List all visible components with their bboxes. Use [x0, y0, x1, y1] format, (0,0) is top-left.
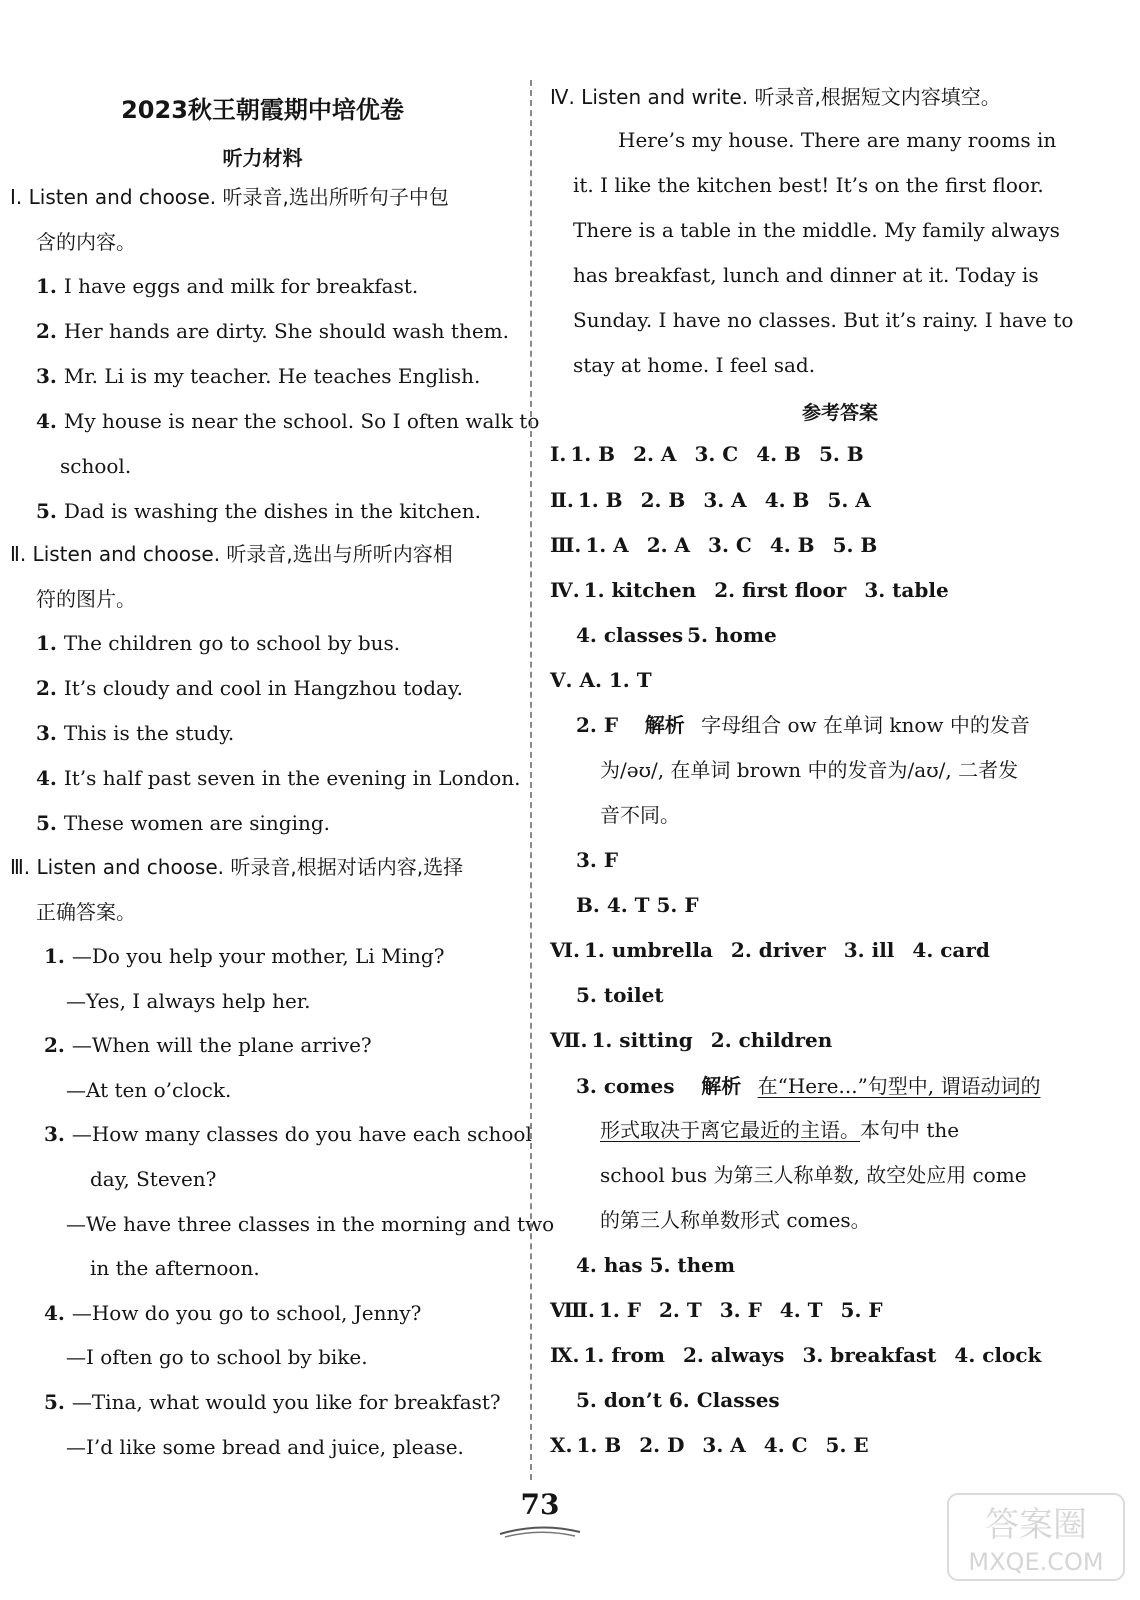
answer-item: 3. A	[703, 488, 747, 512]
answer-row-3	[550, 532, 895, 558]
answer-item: 5. F	[840, 1298, 883, 1322]
dialogue-line	[66, 1077, 231, 1103]
answer-row-1	[550, 441, 882, 467]
dialogue-line	[66, 988, 311, 1014]
answer-row-9	[550, 1342, 1059, 1368]
answer-section-label: Ⅳ.	[550, 578, 580, 602]
dialogue-text: —Tina, what would you like for breakfast?	[71, 1390, 501, 1414]
answer-section-label: Ⅱ.	[550, 488, 574, 512]
list-item	[36, 408, 539, 434]
answer-row-4b	[576, 622, 795, 648]
answer-row-4	[550, 577, 967, 603]
answer-item: 4. clock	[954, 1343, 1042, 1367]
answer-5-note-2: 为/əʊ/, 在单词 brown 中的发音为/aʊ/, 二者发	[600, 758, 1019, 782]
answer-row-6b: 5. toilet	[576, 983, 664, 1007]
item-number: 1.	[44, 944, 72, 968]
passage-line: Sunday. I have no classes. But it’s rainy. I have to	[573, 308, 1074, 332]
answer-item: 2. always	[682, 1343, 785, 1367]
list-item	[60, 453, 131, 479]
item-number: 2.	[36, 676, 64, 700]
answer-item: 3. breakfast	[802, 1343, 937, 1367]
answer-item: 1. B	[577, 488, 623, 512]
dialogue-text: in the afternoon.	[90, 1256, 260, 1281]
answer-item: 2. B	[640, 488, 686, 512]
answer-item: 1. A	[585, 533, 629, 557]
section-1-heading: Ⅰ. Listen and choose. 听录音,选出所听句子中包	[10, 185, 449, 209]
item-number: 4.	[44, 1300, 72, 1325]
answer-row-7b: 4. has 5. them	[576, 1253, 736, 1277]
answer-item: 5. home	[687, 623, 777, 647]
answer-item: 4. B	[769, 533, 815, 557]
section-3-heading: Ⅲ. Listen and choose. 听录音,根据对话内容,选择	[10, 855, 464, 879]
list-item	[36, 765, 521, 791]
page-number-ornament	[495, 1520, 585, 1540]
passage-line: stay at home. I feel sad.	[573, 353, 816, 377]
answer-item: 5. E	[825, 1433, 869, 1457]
answer-item: 1. sitting	[591, 1028, 693, 1052]
dialogue-line	[66, 1434, 464, 1460]
answer-item: 3. C	[694, 442, 739, 466]
dialogue-line	[66, 1211, 554, 1237]
item-number: 4.	[36, 766, 64, 790]
answer-5-note-3: 音不同。	[600, 803, 680, 827]
answer-item: 4. card	[912, 938, 990, 962]
dialogue-line	[66, 1344, 368, 1370]
answer-row-2	[550, 487, 889, 513]
section-1-heading-cont: 含的内容。	[36, 230, 136, 254]
dialogue-line	[44, 943, 444, 969]
list-item	[36, 630, 400, 656]
item-number: 5.	[36, 499, 64, 523]
answer-item: 4. B	[756, 442, 801, 466]
dialogue-text: —Yes, I always help her.	[66, 988, 311, 1013]
dialogue-text: —At ten o’clock.	[66, 1077, 232, 1102]
item-number: 3.	[36, 364, 64, 388]
answers-title: 参考答案	[801, 402, 878, 424]
answer-item: 1. from	[583, 1343, 665, 1367]
item-text: It’s half past seven in the evening in London.	[63, 766, 521, 790]
answer-section-label: Ⅰ.	[550, 442, 567, 466]
answer-item: 2. D	[639, 1433, 685, 1457]
answer-item: 1. umbrella	[583, 938, 713, 962]
answer-7-note-3: school bus 为第三人称单数, 故空处应用 come	[600, 1163, 1027, 1187]
answer-item: 5. A	[827, 488, 871, 512]
dialogue-text: —I often go to school by bike.	[66, 1345, 368, 1370]
section-2-heading: Ⅱ. Listen and choose. 听录音,选出与所听内容相	[10, 542, 453, 566]
dialogue-line	[44, 1389, 501, 1415]
item-text: This is the study.	[63, 721, 235, 745]
answer-item: 1. kitchen	[583, 578, 697, 602]
item-text: school.	[60, 454, 132, 478]
analysis-label-2: 解析	[701, 1074, 742, 1098]
answer-item: 1. B	[576, 1433, 622, 1457]
answer-item: 5. B	[832, 533, 878, 557]
item-number: 5.	[36, 811, 64, 835]
passage-line: There is a table in the middle. My family always	[573, 218, 1060, 242]
item-text: These women are singing.	[63, 811, 331, 835]
item-text: Mr. Li is my teacher. He teaches English.	[63, 364, 481, 388]
answer-item: 4. B	[764, 488, 810, 512]
svg-text:MXQE.COM: MXQE.COM	[968, 1548, 1104, 1576]
answer-section-label: Ⅹ.	[550, 1433, 573, 1457]
list-item	[36, 675, 463, 701]
answer-item: 3. C	[708, 533, 752, 557]
list-item	[36, 498, 481, 524]
answer-7-3: 3. comes 解析 在“Here...”句型中, 谓语动词的	[576, 1074, 1041, 1098]
answer-row-8	[550, 1297, 901, 1323]
answer-section-label: Ⅵ.	[550, 938, 580, 962]
svg-text:答案圈: 答案圈	[985, 1505, 1087, 1545]
item-number: 3.	[36, 721, 64, 745]
item-number: 1.	[36, 631, 64, 655]
answer-item: 2. first floor	[714, 578, 847, 602]
passage-line: it. I like the kitchen best! It’s on the first floor.	[573, 173, 1044, 197]
item-number: 3.	[44, 1122, 72, 1147]
dialogue-text: —Do you help your mother, Li Ming?	[71, 944, 445, 968]
answer-row-5-b: B. 4. T 5. F	[576, 893, 699, 917]
list-item	[36, 720, 234, 746]
answer-item: 2. children	[710, 1028, 833, 1052]
answer-row-9b: 5. don’t 6. Classes	[576, 1388, 780, 1412]
answer-5-2: 2. F 解析 字母组合 ow 在单词 know 中的发音	[576, 713, 1030, 737]
item-text: It’s cloudy and cool in Hangzhou today.	[63, 676, 463, 700]
item-number: 4.	[36, 409, 64, 433]
dialogue-line	[44, 1032, 372, 1058]
answer-row-7	[550, 1027, 850, 1053]
answer-7-note-2: 形式取决于离它最近的主语。本句中 the	[600, 1118, 960, 1142]
answer-section-label: Ⅸ.	[550, 1343, 580, 1367]
answer-row-10	[550, 1432, 887, 1458]
answer-7-note-4: 的第三人称单数形式 comes。	[600, 1208, 871, 1232]
answer-item: 3. ill	[843, 938, 895, 962]
answer-section-label: Ⅶ.	[550, 1028, 588, 1052]
item-number: 2.	[44, 1033, 72, 1058]
answer-item: 2. driver	[730, 938, 826, 962]
dialogue-line	[90, 1166, 216, 1192]
answer-row-6	[550, 937, 1008, 963]
answer-item: 4. C	[763, 1433, 808, 1457]
answer-section-label: Ⅷ.	[550, 1298, 595, 1322]
dialogue-text: —I’d like some bread and juice, please.	[66, 1434, 464, 1459]
dialogue-text: —We have three classes in the morning and two	[66, 1211, 555, 1236]
answer-item: 3. table	[864, 578, 949, 602]
answer-item: 1. B	[570, 442, 616, 466]
answer-item: 3. A	[702, 1433, 746, 1457]
answer-item: 2. T	[659, 1298, 702, 1322]
list-item	[36, 273, 418, 299]
dialogue-text: —How many classes do you have each school	[71, 1122, 532, 1147]
item-number: 5.	[44, 1390, 72, 1414]
passage-line: Here’s my house. There are many rooms in	[618, 128, 1057, 152]
answer-item: 3. F	[719, 1298, 762, 1322]
answer-section-label: Ⅲ.	[550, 533, 582, 557]
answer-item: 1. F	[598, 1298, 642, 1322]
answer-row-5-3: 3. F	[576, 848, 619, 872]
list-item	[36, 810, 330, 836]
answer-item: 5. B	[818, 442, 864, 466]
answer-row-5: Ⅴ. A. 1. T	[550, 668, 652, 692]
answer-item: 2. A	[633, 442, 677, 466]
answer-item: 2. A	[646, 533, 691, 557]
list-item	[36, 318, 509, 344]
dialogue-line	[44, 1300, 421, 1326]
section-subtitle: 听力材料	[222, 146, 303, 170]
column-divider	[530, 80, 532, 1480]
item-text: My house is near the school. So I often walk to	[63, 409, 540, 433]
watermark-logo	[946, 1492, 1126, 1582]
dialogue-line	[44, 1121, 532, 1147]
section-2-heading-cont: 符的图片。	[36, 587, 136, 611]
passage-line: has breakfast, lunch and dinner at it. Today is	[573, 263, 1039, 287]
item-text: Her hands are dirty. She should wash them.	[63, 319, 509, 343]
item-text: The children go to school by bus.	[63, 631, 401, 655]
dialogue-line	[90, 1255, 260, 1281]
section-4-heading: Ⅳ. Listen and write. 听录音,根据短文内容填空。	[550, 85, 1001, 109]
item-text: Dad is washing the dishes in the kitchen.	[63, 499, 481, 523]
list-item	[36, 363, 480, 389]
dialogue-text: day, Steven?	[90, 1167, 217, 1191]
section-3-heading-cont: 正确答案。	[36, 900, 136, 924]
answer-item: 4. T	[779, 1298, 823, 1322]
answer-section-label: 4. classes	[576, 623, 684, 647]
item-number: 1.	[36, 274, 64, 298]
dialogue-text: —How do you go to school, Jenny?	[71, 1300, 422, 1325]
page-title: 2023秋王朝霞期中培优卷	[121, 96, 404, 124]
item-text: I have eggs and milk for breakfast.	[63, 274, 419, 298]
dialogue-text: —When will the plane arrive?	[71, 1033, 372, 1058]
page-number: 73	[520, 1488, 560, 1521]
analysis-label: 解析	[644, 713, 685, 737]
item-number: 2.	[36, 319, 64, 343]
